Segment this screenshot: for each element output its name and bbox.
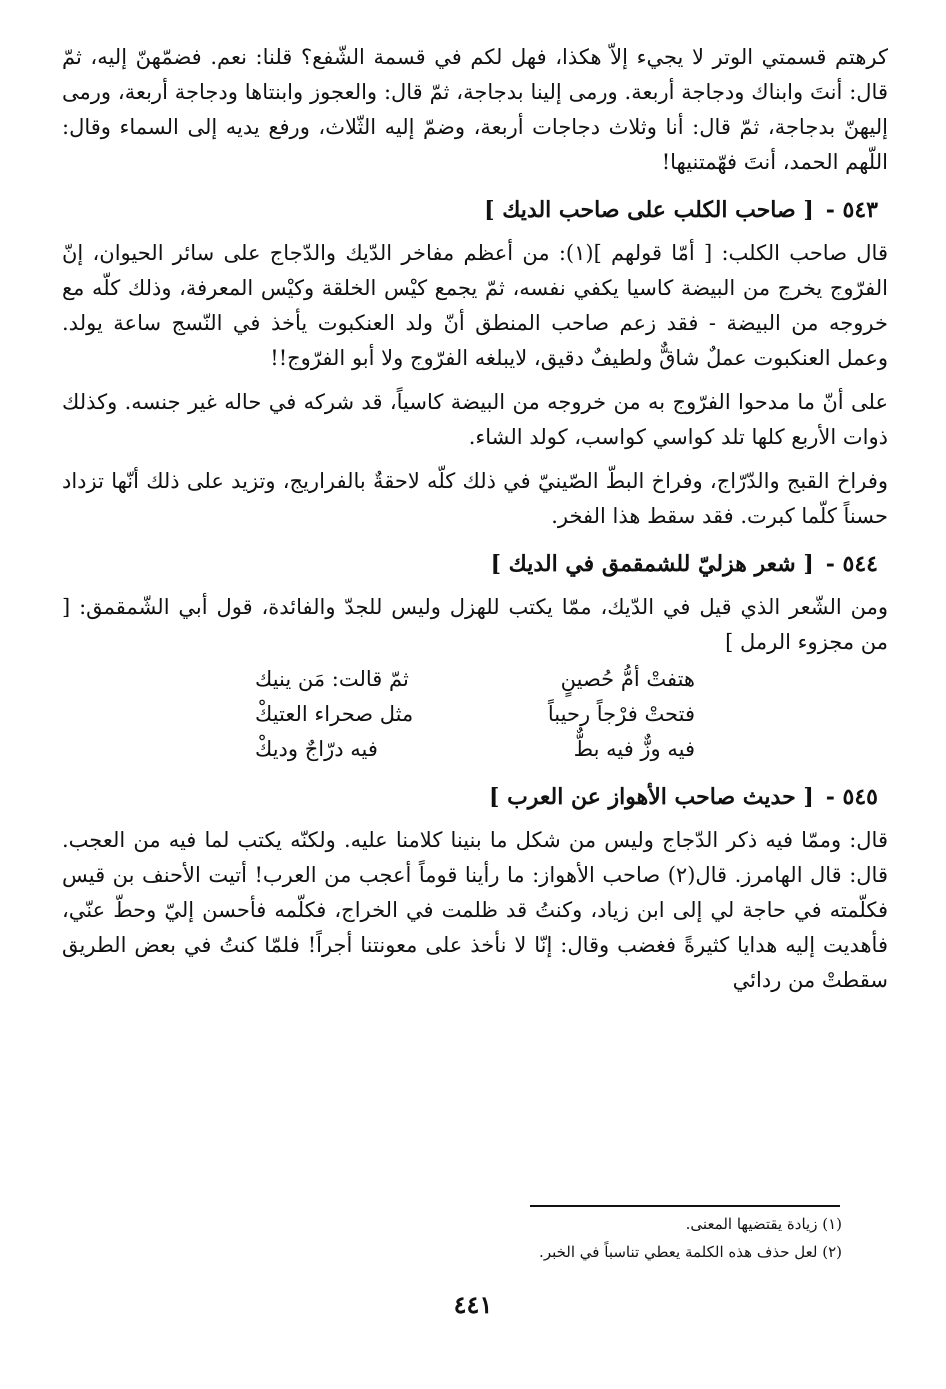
- paragraph: قال: وممّا فيه ذكر الدّجاج وليس من شكل ما بنينا كلامنا عليه. ولكنّه يكتب لما فيه من العجب. قال: قال الهامرز. قال(٢) صاحب الأهواز: ما رأينا قوماً أعجب من العرب! أتيت الأحنف بن قيس فكلّمته في حاجة لي إلى ابن زياد، وكنتُ قد ظلمت في الخراج، فكلّمه فأحسن إليّ وحطّ عنّي، فأهديت إليه هدايا كثيرةً فغضب وقال: إنّا لا نأخذ على معونتنا أجراً! فلمّا كنتُ في بعض الطريق سقطتْ من ردائي: [62, 828, 888, 992]
- paragraph: قال صاحب الكلب: [ أمّا قولهم ](١): من أعظم مفاخر الدّيك والدّجاج على سائر الحيوان، إنّ الفرّوج يخرج من البيضة كاسيا يكفي نفسه، ثمّ يجمع كيْس الخلقة وكيْس المعرفة، وذلك كلّه مع خروجه من البيضة - فقد زعم صاحب المنطق أنّ ولد العنكبوت يأخذ في النّسج ساعة يولد. وعمل العنكبوت عملٌ شاقٌّ ولطيفٌ دقيق، لايبلغه الفرّوج ولا أبو الفرّوج!!: [62, 241, 888, 370]
- section-number: ٥٤٤ -: [825, 551, 878, 577]
- section-number: ٥٤٥ -: [825, 784, 878, 810]
- page-body: [62, 40, 888, 998]
- footnote: (٢) لعل حذف هذه الكلمة يعطي تناسباً في الخبر.: [539, 1243, 842, 1261]
- section-number: ٥٤٣ -: [825, 197, 878, 223]
- footnote: (١) زيادة يقتضيها المعنى.: [685, 1215, 842, 1233]
- verse-first-hemistich: هتفتْ أمُّ حُصينٍ: [560, 667, 695, 691]
- verse-first-hemistich: فتحتْ فرْجاً رحيباً: [547, 702, 695, 726]
- paragraph: ومن الشّعر الذي قيل في الدّيك، ممّا يكتب للهزل وليس للجدّ والفائدة، قول أبي الشّمقمق: [ من مجزوء الرمل ]: [62, 595, 888, 654]
- section-heading-544: [62, 546, 878, 582]
- verse-first-hemistich: فيه وزٌّ فيه بطٌّ: [573, 737, 695, 761]
- footnote-separator: [530, 1205, 840, 1207]
- paragraph: كرهتم قسمتي الوتر لا يجيء إلاّ هكذا، فهل لكم في قسمة الشّفع؟ قلنا: نعم. فضمّهنّ إليه، ثمّ قال: أنتَ وابناك ودجاجة أربعة. ورمى إلينا بدجاجة، ثمّ قال: والعجوز وابنتاها ودجاجة أربعة، ورمى إليهنّ بدجاجة، ثمّ قال: أنا وثلاث دجاجات أربعة، وضمّ إليه الثّلاث، ورفع يديه إلى السماء وقال: اللّهم الحمد، أنتَ فهّمتنيها!: [62, 45, 888, 174]
- verse-second-hemistich: ثمّ قالت: مَن ينيك: [255, 667, 409, 691]
- footnotes: [62, 1210, 842, 1266]
- verse-line: [255, 732, 695, 767]
- page-number: ٤٤١: [453, 1290, 493, 1319]
- verse-second-hemistich: مثل صحراء العتيكْ: [255, 702, 414, 726]
- paragraph: على أنّ ما مدحوا الفرّوج به من خروجه من البيضة كاسياً، قد شركه في حاله غير جنسه. وكذلك ذوات الأربع كلها تلد كواسي كواسب، كولد الشاء.: [62, 390, 889, 449]
- section-title: [ شعر هزليّ للشمقمق في الديك ]: [490, 551, 814, 577]
- section-title: [ حديث صاحب الأهواز عن العرب ]: [489, 784, 814, 810]
- poem: [255, 662, 695, 767]
- section-heading-545: [62, 779, 878, 815]
- verse-second-hemistich: فيه درّاجٌ وديكْ: [255, 737, 378, 761]
- verse-line: [255, 697, 695, 732]
- paragraph: وفراخ القبج والدّرّاج، وفراخ البطّ الصّينيّ في ذلك كلّه لاحقةٌ بالفراريج، وتزيد على ذلك أنّها تزداد حسناً كلّما كبرت. فقد سقط هذا الفخر.: [62, 469, 888, 528]
- verse-line: [255, 662, 695, 697]
- section-heading-543: [62, 192, 878, 228]
- section-title: [ صاحب الكلب على صاحب الديك ]: [484, 197, 814, 223]
